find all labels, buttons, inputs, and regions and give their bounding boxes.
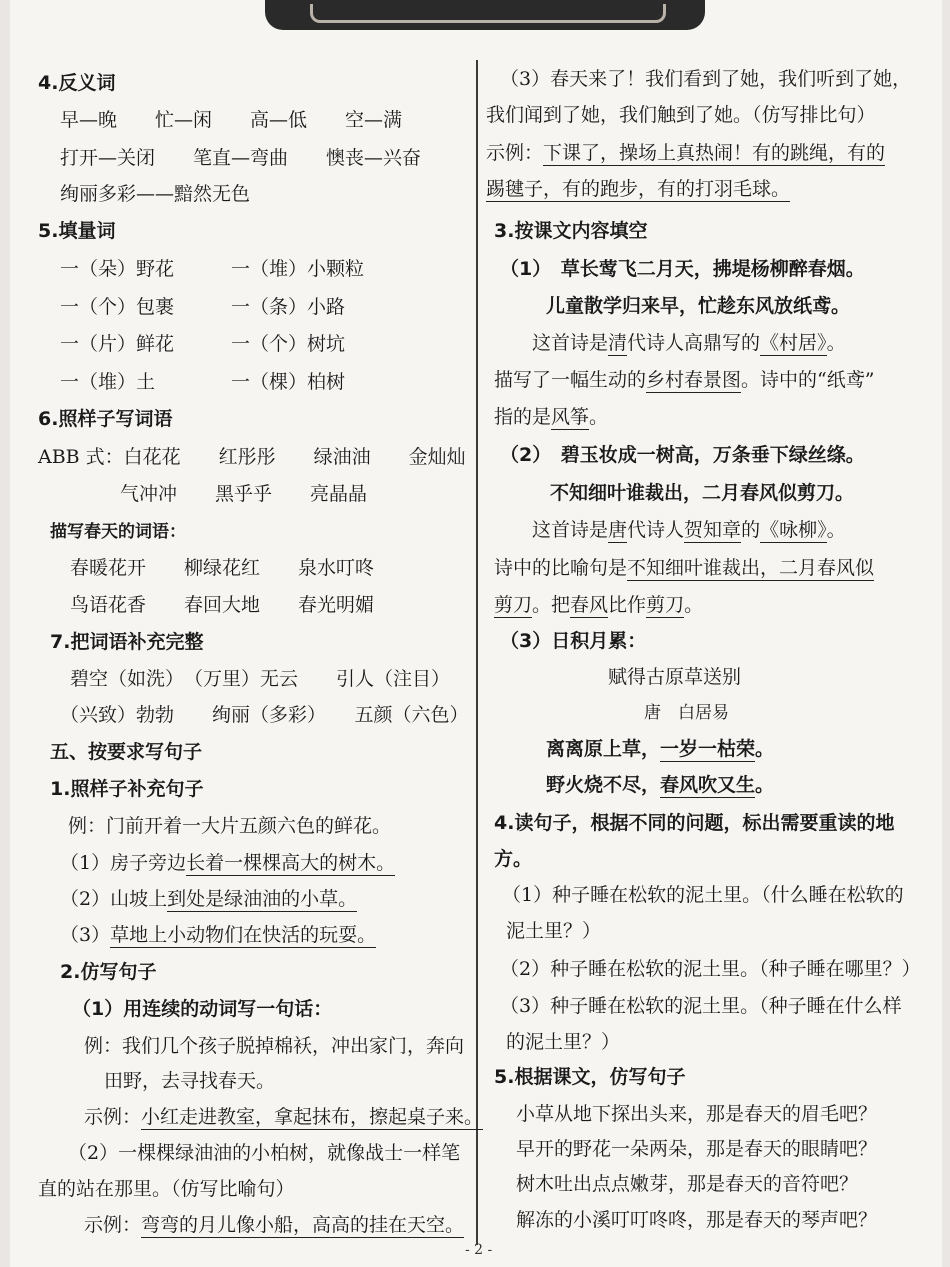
poem1-desc-line-3: 指的是风筝。 xyxy=(494,406,609,428)
q2-3-answer-fill-2: 踢毽子，有的跑步，有的打羽毛球。 xyxy=(486,178,791,200)
part-five-title: 五、按要求写句子 xyxy=(50,741,203,763)
q5-line-1: 小草从地下探出头来，那是春天的眉毛吧？ xyxy=(516,1103,878,1125)
q2-title: 2.仿写句子 xyxy=(60,961,157,983)
poem3-author: 唐 白居易 xyxy=(644,703,729,723)
poem2-poet-fill: 贺知章 xyxy=(684,519,742,541)
poem3-line-2-fill: 春风吹又生 xyxy=(660,774,756,796)
poem1-scene-fill: 乡村春景图 xyxy=(646,369,742,391)
measure-word-line-4: 一（堆）土 一（棵）柏树 xyxy=(60,371,346,393)
poem1-line-1: （1） 草长莺飞二月天，拂堤杨柳醉春烟。 xyxy=(500,258,865,280)
abb-words-line-2: 气冲冲 黑乎乎 亮晶晶 xyxy=(120,483,368,505)
antonym-line-3: 绚丽多彩——黯然无色 xyxy=(60,183,251,205)
q4-3-line-1: （3）种子睡在松软的泥土里。（种子睡在什么样 xyxy=(500,995,902,1017)
poem3-line-2: 野火烧不尽，春风吹又生。 xyxy=(546,774,775,796)
page-number: - 2 - xyxy=(465,1242,493,1258)
q5-line-3: 树木吐出点点嫩芽，那是春天的音符吧？ xyxy=(516,1173,859,1195)
q2-3-answer-line-2 xyxy=(486,176,790,202)
clipboard-wire xyxy=(310,4,666,23)
column-divider xyxy=(476,60,478,1245)
q4-2: （2）种子睡在松软的泥土里。（种子睡在哪里？） xyxy=(500,958,921,980)
q2-3-answer-line-1: 示例：下课了，操场上真热闹！有的跳绳，有的 xyxy=(486,142,886,164)
q1-answer-1-fill: 长着一棵棵高大的树木。 xyxy=(186,852,396,874)
q4-3-line-2: 的泥土里？） xyxy=(506,1031,621,1053)
q2-1-answer-fill: 小红走进教室，拿起抹布，擦起桌子来。 xyxy=(141,1106,484,1128)
spring-words-line-1: 春暖花开 柳绿花红 泉水叮咚 xyxy=(70,557,375,579)
q5-line-4: 解冻的小溪叮叮咚咚，那是春天的琴声吧？ xyxy=(516,1209,878,1231)
poem2-desc-line-1: 这首诗是唐代诗人贺知章的《咏柳》。 xyxy=(532,519,846,541)
q1-answer-2-fill: 到处是绿油油的小草。 xyxy=(167,888,358,910)
q1-answer-3-fill: 草地上小动物们在快活的玩耍。 xyxy=(110,924,377,946)
q2-1-example-line-2: 田野，去寻找春天。 xyxy=(104,1070,276,1092)
measure-word-line-3: 一（片）鲜花 一（个）树坑 xyxy=(60,333,346,355)
poem1-title-fill: 《村居》 xyxy=(760,332,827,354)
q1-answer-1: （1）房子旁边长着一棵棵高大的树木。 xyxy=(60,852,396,874)
q3-title: 3.按课文内容填空 xyxy=(494,220,648,242)
poem1-kite-fill: 风筝 xyxy=(551,406,590,428)
poem3-line-1: 离离原上草，一岁一枯荣。 xyxy=(546,738,775,760)
spring-words-line-2: 鸟语花香 春回大地 春光明媚 xyxy=(70,594,375,616)
q1-title: 1.照样子补充句子 xyxy=(50,778,204,800)
section-5-title: 5.填量词 xyxy=(38,220,116,242)
poem2-line-1: （2） 碧玉妆成一树高，万条垂下绿丝绦。 xyxy=(500,444,865,466)
poem2-dynasty-fill: 唐 xyxy=(608,519,628,541)
poem2-subject-fill: 春风 xyxy=(570,594,609,616)
abb-words-line-1: ABB 式：白花花 红彤彤 绿油油 金灿灿 xyxy=(38,446,466,468)
poem2-title-fill: 《咏柳》 xyxy=(760,519,827,541)
q2-2-answer: 示例：弯弯的月儿像小船，高高的挂在天空。 xyxy=(84,1214,465,1236)
q1-answer-3: （3）草地上小动物们在快活的玩耍。 xyxy=(60,924,377,946)
poem3-title: 赋得古原草送别 xyxy=(608,666,742,688)
poem1-desc-line-2: 描写了一幅生动的乡村春景图。诗中的“纸鸢” xyxy=(494,369,875,391)
q5-line-2: 早开的野花一朵两朵，那是春天的眼睛吧？ xyxy=(516,1138,878,1160)
q4-1-line-1: （1）种子睡在松软的泥土里。（什么睡在松软的 xyxy=(502,884,904,906)
antonym-line-2: 打开—关闭 笔直—弯曲 懊丧—兴奋 xyxy=(60,147,422,169)
antonym-line-1: 早—晚 忙—闲 高—低 空—满 xyxy=(60,109,403,131)
q2-2-line-2: 直的站在那里。（仿写比喻句） xyxy=(38,1178,295,1200)
measure-word-line-1: 一（朵）野花 一（堆）小颗粒 xyxy=(60,258,365,280)
q2-1-answer: 示例：小红走进教室，拿起抹布，擦起桌子来。 xyxy=(84,1106,484,1128)
q2-2-answer-fill: 弯弯的月儿像小船，高高的挂在天空。 xyxy=(141,1214,465,1236)
spring-words-title: 描写春天的词语： xyxy=(50,522,186,542)
poem2-desc-line-2: 诗中的比喻句是不知细叶谁裁出，二月春风似 xyxy=(494,557,875,579)
poem2-desc-line-3: 剪刀。把春风比作剪刀。 xyxy=(494,594,704,616)
worksheet-page xyxy=(10,0,942,1267)
poem2-object-fill: 剪刀 xyxy=(646,594,685,616)
q2-1-example-line-1: 例：我们几个孩子脱掉棉袄，冲出家门，奔向 xyxy=(84,1035,465,1057)
section-7-title: 7.把词语补充完整 xyxy=(50,631,204,653)
q4-title-line-2: 方。 xyxy=(494,848,533,870)
q2-3-answer-fill-1: 下课了，操场上真热闹！有的跳绳，有的 xyxy=(543,142,886,164)
q4-1-line-2: 泥土里？） xyxy=(506,920,602,942)
q2-1-title: （1）用连续的动词写一句话： xyxy=(72,998,333,1020)
poem1-dynasty-fill: 清 xyxy=(608,332,628,354)
complete-words-line-1: 碧空（如洗） （万里）无云 引人（注目） xyxy=(70,668,451,690)
poem3-line-1-fill: 一岁一枯荣 xyxy=(660,738,756,760)
q1-example: 例：门前开着一大片五颜六色的鲜花。 xyxy=(68,815,392,837)
q3-3-title: （3）日积月累： xyxy=(500,630,647,652)
poem1-desc-line-1: 这首诗是清代诗人高鼎写的《村居》。 xyxy=(532,332,846,354)
q2-3-line-1: （3）春天来了！我们看到了她，我们听到了她， xyxy=(500,68,912,90)
poem2-metaphor-fill: 不知细叶谁裁出，二月春风似 xyxy=(627,557,875,579)
measure-word-line-2: 一（个）包裹 一（条）小路 xyxy=(60,296,346,318)
section-6-title: 6.照样子写词语 xyxy=(38,408,173,430)
section-4-title: 4.反义词 xyxy=(38,72,116,94)
q1-answer-2: （2）山坡上到处是绿油油的小草。 xyxy=(60,888,358,910)
q2-3-line-2: 我们闻到了她，我们触到了她。（仿写排比句） xyxy=(486,104,876,126)
complete-words-line-2: （兴致）勃勃 绚丽（多彩） 五颜（六色） xyxy=(60,704,469,726)
poem2-line-2: 不知细叶谁裁出，二月春风似剪刀。 xyxy=(550,482,855,504)
q4-title-line-1: 4.读句子，根据不同的问题，标出需要重读的地 xyxy=(494,812,895,834)
q5-title: 5.根据课文，仿写句子 xyxy=(494,1066,686,1088)
poem1-line-2: 儿童散学归来早，忙趁东风放纸鸢。 xyxy=(546,295,851,317)
q2-2-line-1: （2）一棵棵绿油油的小柏树，就像战士一样笔 xyxy=(68,1142,461,1164)
